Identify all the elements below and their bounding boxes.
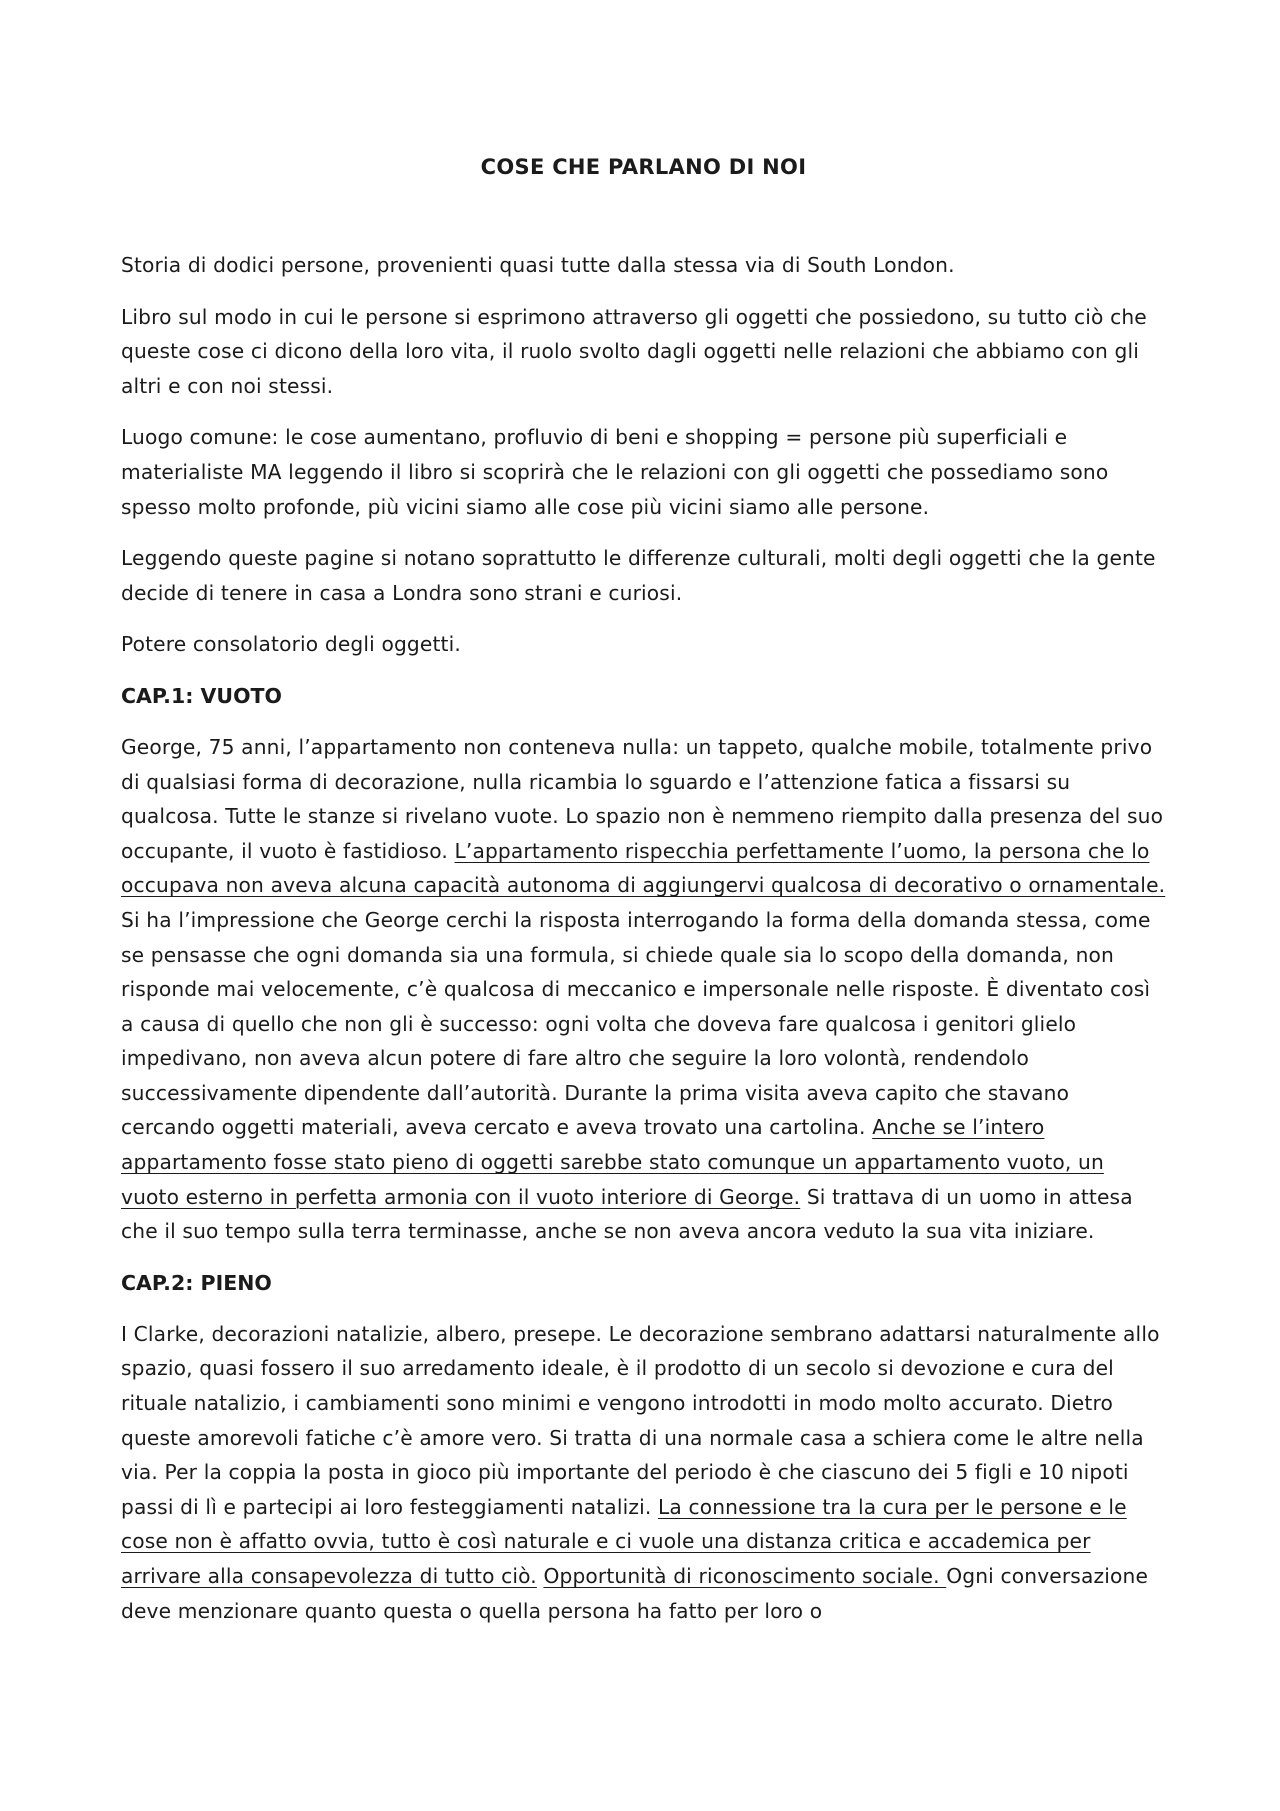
- chapter-2-text-3: Ogni conversazione deve menzionare quanto questa o quella persona ha fatto per loro o: [121, 1564, 1149, 1623]
- intro-paragraph-2: Libro sul modo in cui le persone si esprimono attraverso gli oggetti che possiedono, su tutto ciò che queste cose ci dicono della loro vita, il ruolo svolto dagli oggetti nelle relazioni che abbiamo con gli altri e con noi stessi.: [121, 304, 1147, 398]
- chapter-2-heading: CAP.2: PIENO: [121, 1270, 272, 1295]
- chapter-1-text-3: Si trattava di un uomo in attesa che il suo tempo sulla terra terminasse, anche se non aveva ancora veduto la sua vita iniziare.: [121, 1184, 1133, 1244]
- chapter-1-text-1: George, 75 anni, l’appartamento non conteneva nulla: un tappeto, qualche mobile, totalmente privo di qualsiasi forma di decorazione, nulla ricambia lo sguardo e l’attenzione fatica a fissarsi su qualcosa. Tutte le stanze si rivelano vuote. Lo spazio non è nemmeno riempito dalla presenza del suo occupante, il vuoto è fastidioso.: [121, 734, 1164, 863]
- chapter-1-underlined-1: L’appartamento rispecchia perfettamente l’uomo, la persona che lo occupava non aveva alcuna capacità autonoma di aggiungervi qualcosa di decorativo o ornamentale.: [121, 838, 1166, 898]
- document-title: COSE CHE PARLANO DI NOI: [480, 155, 807, 179]
- intro-paragraph-4: Leggendo queste pagine si notano soprattutto le differenze culturali, molti degli oggetti che la gente decide di tenere in casa a Londra sono strani e curiosi.: [121, 546, 1156, 605]
- document-body: [121, 150, 1166, 1645]
- intro-paragraph-3: Luogo comune: le cose aumentano, profluvio di beni e shopping = persone più superficiali e materialiste MA leggendo il libro si scoprirà che le relazioni con gli oggetti che possediamo sono spesso molto profonde, più vicini siamo alle cose più vicini siamo alle persone.: [121, 425, 1109, 519]
- chapter-1-paragraph: [121, 730, 1166, 1249]
- intro-paragraph-1: Storia di dodici persone, provenienti quasi tutte dalla stessa via di South London.: [121, 253, 955, 277]
- chapter-2-underlined-2: Opportunità di riconoscimento sociale.: [543, 1564, 947, 1588]
- chapter-2-underlined-1: La connessione tra la cura per le persone e le cose non è affatto ovvia, tutto è così naturale e ci vuole una distanza critica e accademica per arrivare alla consapevolezza di tutto ciò.: [121, 1494, 1127, 1588]
- intro-paragraph-5: Potere consolatorio degli oggetti.: [121, 632, 461, 657]
- chapter-1-heading: CAP.1: VUOTO: [121, 683, 282, 708]
- chapter-2-text-1: I Clarke, decorazioni natalizie, albero, presepe. Le decorazione sembrano adattarsi naturalmente allo spazio, quasi fossero il suo arredamento ideale, è il prodotto di un secolo si devozione e cura del rituale natalizio, i cambiamenti sono minimi e vengono introdotti in modo molto accurato. Dietro queste amorevoli fatiche c’è amore vero. Si tratta di una normale casa a schiera come le altre nella via. Per la coppia la posta in gioco più importante del periodo è che ciascuno dei 5 figli e 10 nipoti passi di lì e partecipi ai loro festeggiamenti natalizi.: [121, 1321, 1160, 1519]
- chapter-1-underlined-2: Anche se l’intero appartamento fosse stato pieno di oggetti sarebbe stato comunque un appartamento vuoto, un vuoto esterno in perfetta armonia con il vuoto interiore di George.: [121, 1115, 1104, 1209]
- chapter-1-text-2: Si ha l’impressione che George cerchi la risposta interrogando la forma della domanda stessa, come se pensasse che ogni domanda sia una formula, si chiede quale sia lo scopo della domanda, non risponde mai velocemente, c’è qualcosa di meccanico e impersonale nelle risposte. È diventato così a causa di quello che non gli è successo: ogni volta che doveva fare qualcosa i genitori glielo impedivano, non aveva alcun potere di fare altro che seguire la loro volontà, rendendolo successivamente dipendente dall’autorità. Durante la prima visita aveva capito che stavano cercando oggetti materiali, aveva cercato e aveva trovato una cartolina.: [121, 907, 1151, 1140]
- chapter-2-paragraph: [121, 1317, 1166, 1628]
